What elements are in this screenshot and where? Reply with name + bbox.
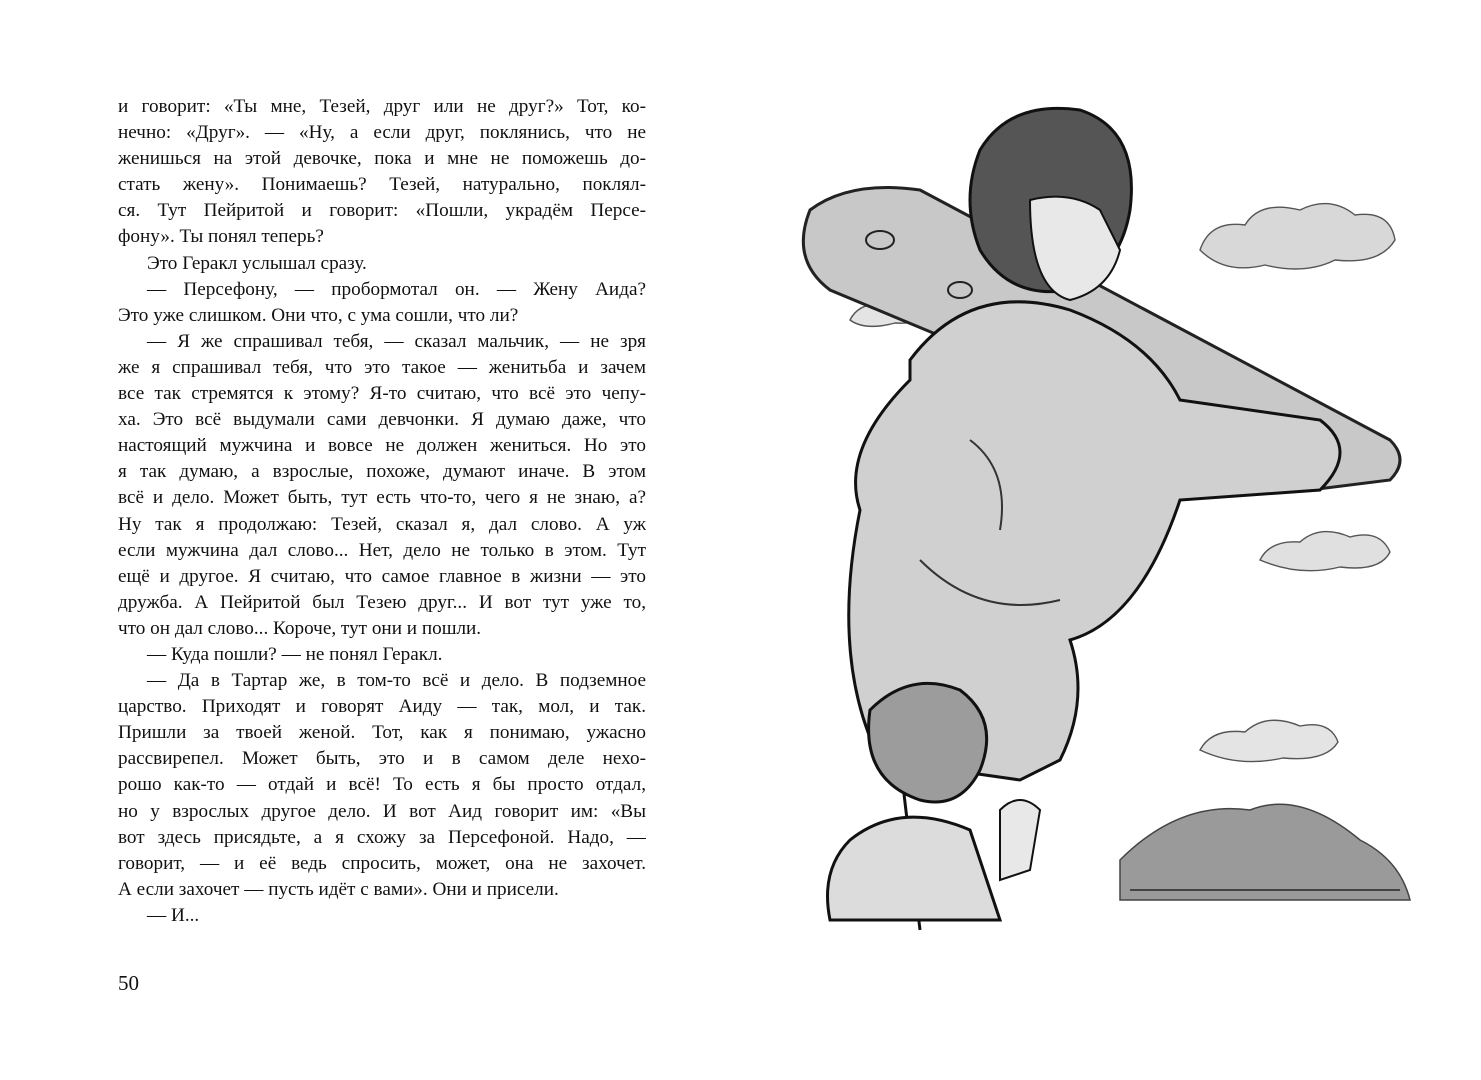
text-line: Пришли за твоей женой. Тот, как я понимаю, ужасно [118, 722, 646, 744]
text-line: же я спрашивал тебя, что это такое — женитьба и зачем [118, 356, 646, 378]
text-line: Ну так я продолжаю: Тезей, сказал я, дал слово. А уж [118, 513, 646, 535]
text-line: ся. Тут Пейритой и говорит: «Пошли, украдём Персе- [118, 200, 646, 222]
text-line: фону». Ты понял теперь? [118, 226, 324, 248]
text-line: рошо как-то — отдай и всё! То есть я бы просто отдал, [118, 774, 646, 796]
text-line: настоящий мужчина и вовсе не должен жениться. Но это [118, 435, 646, 457]
text-line: и говорит: «Ты мне, Тезей, друг или не друг?» Тот, ко- [118, 96, 646, 117]
text-line: дружба. А Пейритой был Тезею друг... И вот тут уже то, [118, 591, 646, 613]
text-line: говорит, — и её ведь спросить, может, она не захочет. [118, 852, 646, 874]
text-line: ха. Это всё выдумали сами девчонки. Я думаю даже, что [118, 409, 646, 431]
text-line: — И... [147, 904, 200, 926]
text-line: — Куда пошли? — не понял Геракл. [147, 643, 443, 665]
text-line: что он дал слово... Короче, тут они и пошли. [118, 617, 482, 639]
text-line: все так стремятся к этому? Я-то считаю, что всё это чепу- [118, 383, 646, 405]
text-line: царство. Приходят и говорят Аиду — так, мол, и так. [118, 696, 646, 718]
text-line: Это Геракл услышал сразу. [147, 252, 367, 274]
text-line: Это уже слишком. Они что, с ума сошли, что ли? [118, 304, 519, 326]
text-line: — Я же спрашивал тебя, — сказал мальчик, — не зря [147, 330, 646, 352]
text-line: я так думаю, а взрослые, похоже, думают иначе. В этом [118, 461, 646, 483]
text-line: нечно: «Друг». — «Ну, а если друг, поклянись, что не [118, 122, 646, 144]
body-text [118, 94, 646, 929]
text-line: вот здесь присядьте, а я схожу за Персефоной. Надо, — [118, 826, 646, 848]
text-line: — Персефону, — пробормотал он. — Жену Аида? [147, 278, 646, 300]
text-line: всё и дело. Может быть, тут есть что-то, чего я не знаю, а? [118, 487, 646, 509]
text-line: ещё и другое. Я считаю, что самое главное в жизни — это [118, 565, 646, 587]
text-line: женишься на этой девочке, пока и мне не поможешь до- [118, 148, 646, 170]
page-number: 50 [118, 971, 139, 995]
text-line: если мужчина дал слово... Нет, дело не только в этом. Тут [118, 539, 646, 561]
hill-icon [1120, 804, 1410, 900]
text-line: но у взрослых другое дело. И вот Аид говорит им: «Вы [118, 800, 646, 822]
text-line: стать жену». Понимаешь? Тезей, натурально, поклял- [118, 174, 646, 196]
text-line: А если захочет — пусть идёт с вами». Они и присели. [118, 878, 559, 900]
heracles-illustration-icon [790, 60, 1450, 980]
left-page [118, 94, 646, 929]
cloud-icon [1200, 720, 1338, 761]
text-line: рассвирепел. Может быть, это и в самом деле нехо- [118, 748, 646, 770]
text-line: — Да в Тартар же, в том-то всё и дело. В подземное [147, 670, 646, 692]
cloud-icon [1200, 204, 1395, 269]
cloud-icon [1260, 532, 1390, 571]
